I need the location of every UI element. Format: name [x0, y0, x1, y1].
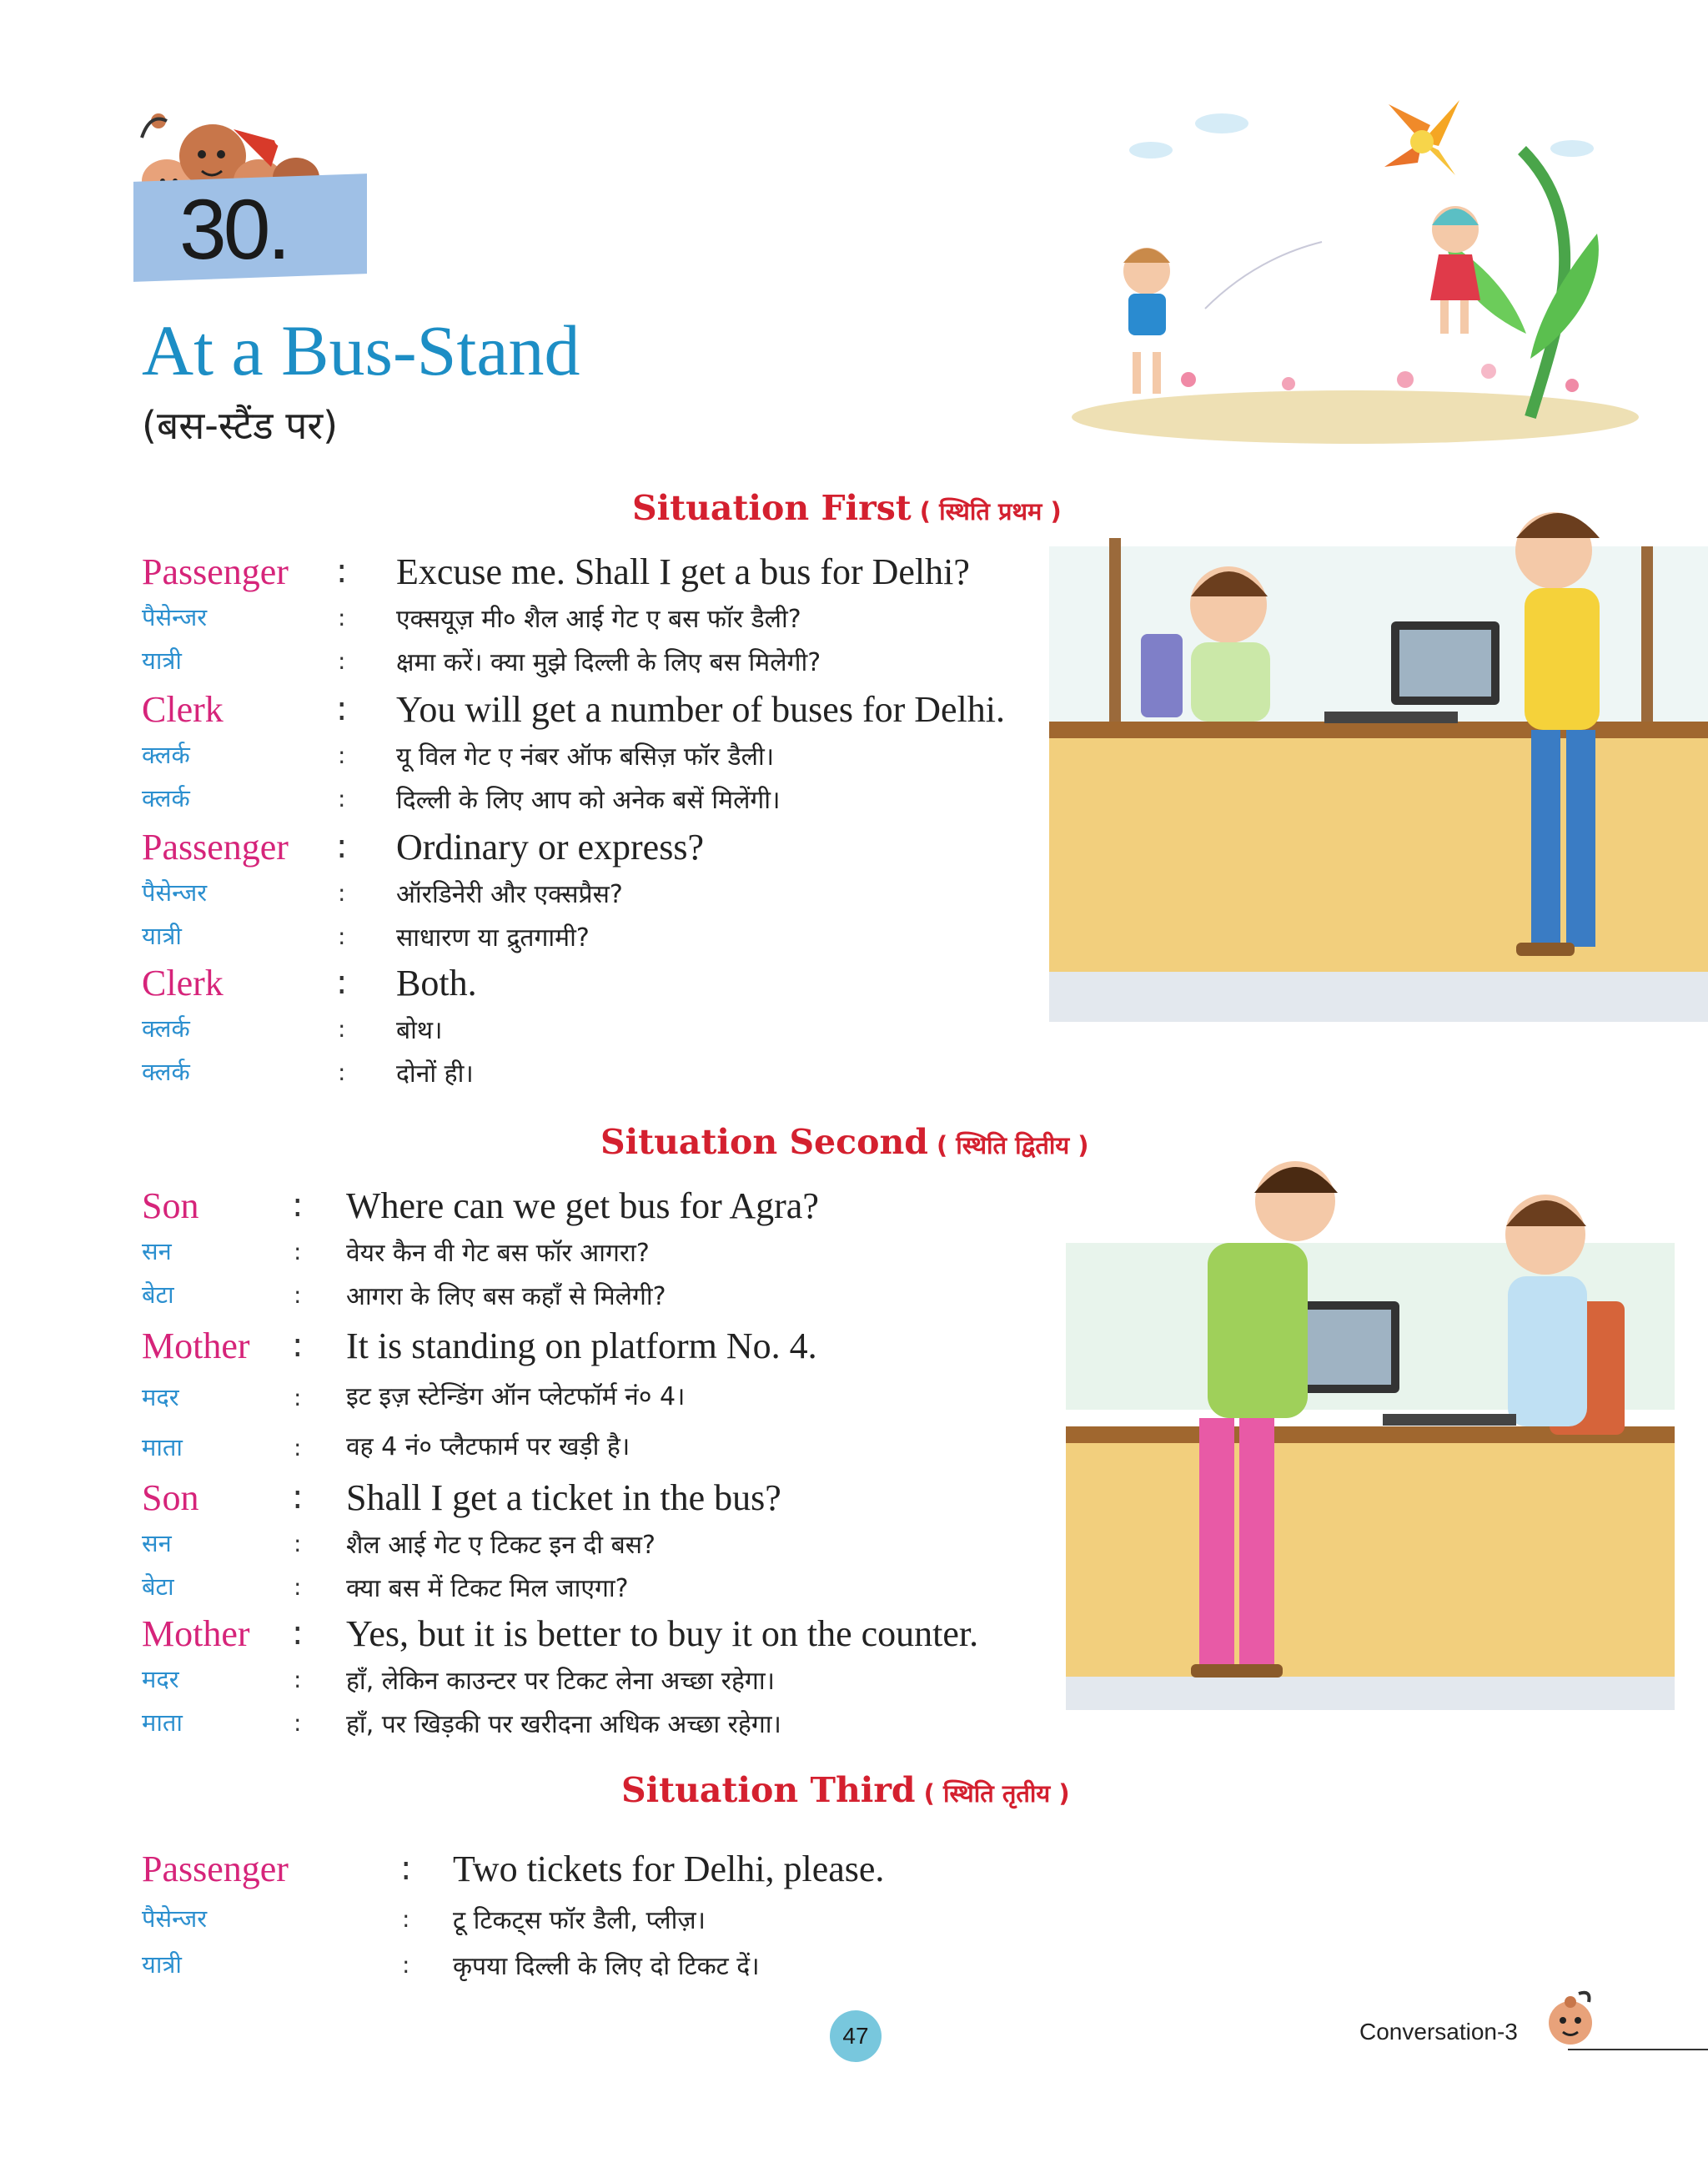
colon: :	[338, 647, 346, 675]
colon: :	[292, 1478, 304, 1517]
speaker-transliteration: पैसेन्जर	[142, 878, 208, 907]
speaker-name: Passenger	[142, 1849, 289, 1889]
dialogue-translation: दोनों ही।	[396, 1059, 474, 1089]
dialogue-translation: साधारण या द्रुतगामी?	[396, 923, 590, 953]
dialogue-translation: कृपया दिल्ली के लिए दो टिकट दें।	[453, 1952, 760, 1981]
speaker-hindi: बेटा	[142, 1572, 174, 1601]
colon: :	[294, 1238, 302, 1265]
colon: :	[338, 879, 346, 907]
dialogue-translation: क्या बस में टिकट मिल जाएगा?	[346, 1574, 629, 1603]
colon: :	[294, 1384, 302, 1411]
speaker-transliteration: पैसेन्जर	[142, 603, 208, 631]
speaker-name: Passenger	[142, 827, 289, 868]
dialogue-transliteration: बोथ।	[396, 1016, 443, 1045]
chapter-badge	[133, 88, 371, 284]
dialogue-english: Shall I get a ticket in the bus?	[346, 1477, 781, 1518]
colon: :	[338, 604, 346, 631]
chapter-number: 30.	[179, 182, 288, 277]
page-subtitle: (बस-स्टैंड पर)	[142, 403, 339, 448]
speaker-name: Mother	[142, 1325, 250, 1366]
dialogue-english: Two tickets for Delhi, please.	[453, 1849, 885, 1889]
dialogue-english: Where can we get bus for Agra?	[346, 1185, 819, 1226]
counter-scene-illustration-2	[1066, 1143, 1700, 1727]
dialogue-english: Ordinary or express?	[396, 827, 704, 868]
speaker-hindi: यात्री	[142, 922, 182, 950]
dialogue-english: Yes, but it is better to buy it on the counter.	[346, 1613, 979, 1654]
situation-heading-first	[632, 488, 1062, 528]
dialogue-transliteration: टू टिकट्स फॉर डैली, प्लीज़।	[453, 1906, 706, 1935]
speaker-name: Son	[142, 1185, 199, 1226]
dialogue-transliteration: शैल आई गेट ए टिकट इन दी बस?	[346, 1531, 656, 1560]
situation-heading-second	[600, 1122, 1089, 1162]
speaker-hindi: यात्री	[142, 1950, 182, 1979]
colon: :	[294, 1434, 302, 1461]
colon: :	[336, 690, 348, 728]
colon: :	[292, 1614, 304, 1652]
colon: :	[402, 1905, 410, 1933]
speaker-hindi: माता	[142, 1708, 183, 1737]
book-title: Conversation-3	[1359, 2019, 1518, 2045]
dialogue-english: It is standing on platform No. 4.	[346, 1325, 817, 1366]
dialogue-transliteration: इट इज़ स्टेन्डिंग ऑन प्लेटफॉर्म नं० 4।	[346, 1382, 686, 1411]
speaker-hindi: बेटा	[142, 1280, 174, 1309]
speaker-transliteration: क्लर्क	[142, 741, 190, 769]
dialogue-translation: वह 4 नं० प्लैटफार्म पर खड़ी है।	[346, 1432, 630, 1461]
colon: :	[400, 1849, 412, 1888]
speaker-name: Clerk	[142, 689, 224, 730]
situation-heading-en: Situation Third	[621, 1770, 916, 1810]
colon: :	[402, 1951, 410, 1979]
speaker-hindi: क्लर्क	[142, 784, 190, 812]
dialogue-translation: आगरा के लिए बस कहाँ से मिलेगी?	[346, 1282, 666, 1311]
speaker-transliteration: सन	[142, 1529, 172, 1557]
speaker-name: Son	[142, 1477, 199, 1518]
speaker-name: Clerk	[142, 963, 224, 1003]
situation-heading-third	[621, 1770, 1070, 1810]
colon: :	[294, 1573, 302, 1601]
speaker-transliteration: क्लर्क	[142, 1014, 190, 1043]
speaker-hindi: क्लर्क	[142, 1058, 190, 1086]
situation-heading-hi: ( स्थिति प्रथम )	[919, 497, 1062, 526]
situation-heading-hi: ( स्थिति तृतीय )	[923, 1779, 1070, 1808]
colon: :	[294, 1709, 302, 1737]
speaker-name: Mother	[142, 1613, 250, 1654]
dialogue-translation: दिल्ली के लिए आप को अनेक बसें मिलेंगी।	[396, 786, 781, 815]
colon: :	[338, 1015, 346, 1043]
colon: :	[338, 785, 346, 812]
speaker-name: Passenger	[142, 551, 289, 592]
speaker-transliteration: सन	[142, 1237, 172, 1265]
page-title: At a Bus-Stand	[142, 310, 580, 390]
colon: :	[338, 1059, 346, 1086]
dialogue-translation: क्षमा करें। क्या मुझे दिल्ली के लिए बस मिलेगी?	[396, 648, 821, 677]
colon: :	[336, 552, 348, 591]
colon: :	[294, 1530, 302, 1557]
colon: :	[294, 1666, 302, 1693]
colon: :	[294, 1281, 302, 1309]
speaker-transliteration: मदर	[142, 1383, 179, 1411]
colon: :	[338, 742, 346, 769]
dialogue-english: Excuse me. Shall I get a bus for Delhi?	[396, 551, 970, 592]
situation-heading-en: Situation First	[632, 488, 912, 528]
colon: :	[292, 1186, 304, 1225]
situation-heading-hi: ( स्थिति द्वितीय )	[936, 1131, 1089, 1159]
speaker-transliteration: मदर	[142, 1665, 179, 1693]
speaker-transliteration: पैसेन्जर	[142, 1904, 208, 1933]
colon: :	[336, 963, 348, 1002]
dialogue-transliteration: वेयर कैन वी गेट बस फॉर आगरा?	[346, 1239, 650, 1268]
counter-scene-illustration-1	[1049, 471, 1708, 1047]
dialogue-english: Both.	[396, 963, 477, 1003]
dialogue-english: You will get a number of buses for Delhi.	[396, 689, 1005, 730]
situation-heading-en: Situation Second	[600, 1122, 928, 1162]
colon: :	[336, 827, 348, 866]
dialogue-transliteration: यू विल गेट ए नंबर ऑफ बसिज़ फॉर डैली।	[396, 742, 775, 772]
speaker-hindi: यात्री	[142, 646, 182, 675]
dialogue-transliteration: हाँ, लेकिन काउन्टर पर टिकट लेना अच्छा रहेगा।	[346, 1667, 775, 1696]
dialogue-translation: हाँ, पर खिड़की पर खरीदना अधिक अच्छा रहेगा।	[346, 1710, 781, 1739]
dialogue-transliteration: ऑरडिनेरी और एक्सप्रैस?	[396, 880, 623, 909]
colon: :	[338, 923, 346, 950]
kids-flower-illustration	[1055, 83, 1639, 450]
speaker-hindi: माता	[142, 1433, 183, 1461]
colon: :	[292, 1326, 304, 1365]
page-number: 47	[830, 2010, 882, 2062]
dialogue-transliteration: एक्सयूज़ मी० शैल आई गेट ए बस फॉर डैली?	[396, 605, 801, 634]
kid-mascot-icon	[1533, 1977, 1608, 2052]
footer-rule	[1568, 2049, 1708, 2050]
